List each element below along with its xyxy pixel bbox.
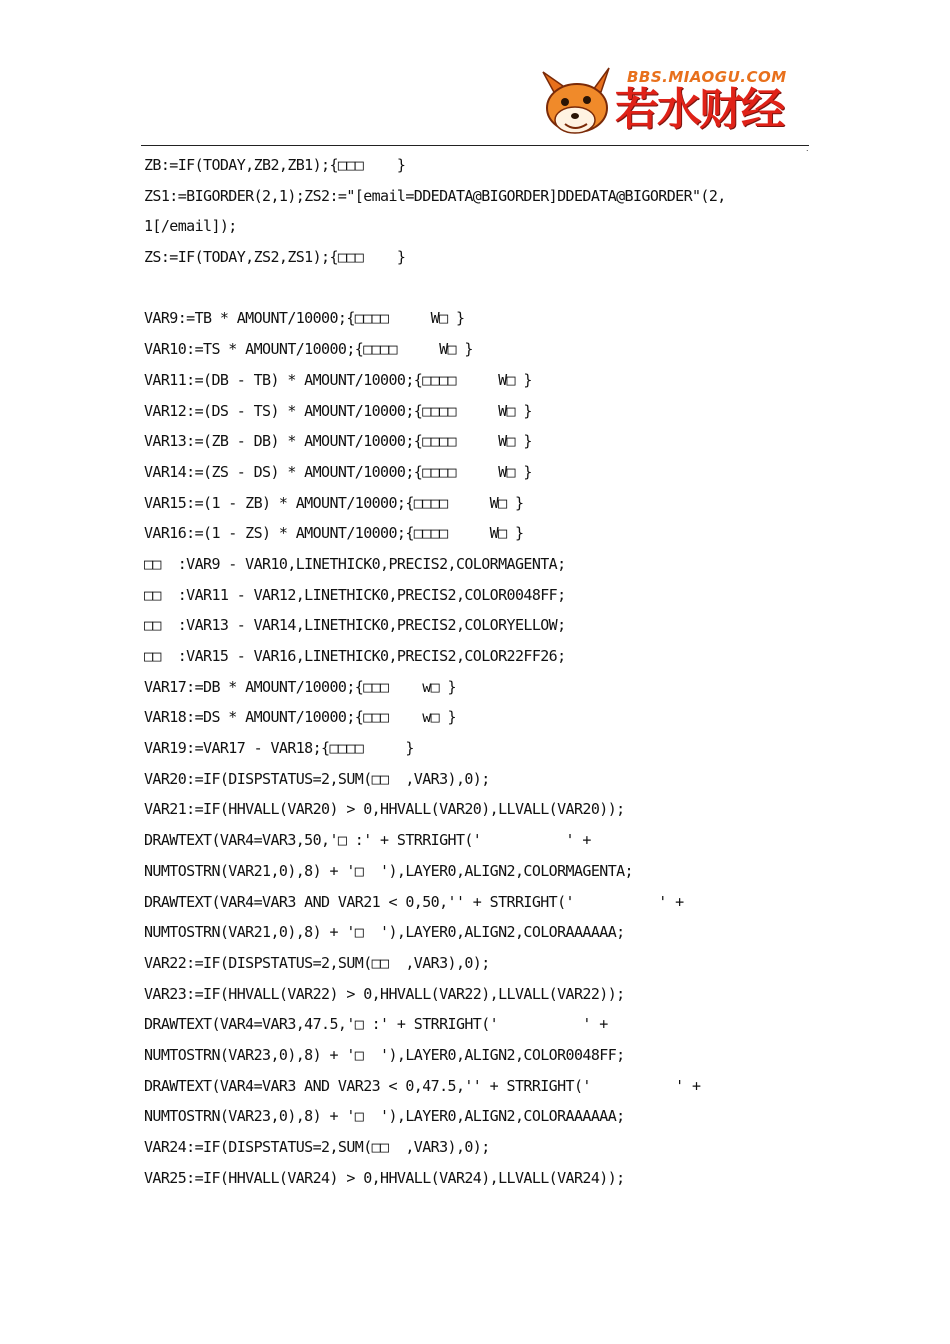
code-line: VAR21:=IF(HHVALL(VAR20) > 0,HHVALL(VAR20),LLVALL(VAR20)); <box>144 800 625 819</box>
code-line: NUMTOSTRN(VAR21,0),8) + '□ '),LAYER0,ALIGN2,COLORAAAAAA; <box>144 923 625 942</box>
code-line: VAR12:=(DS - TS) * AMOUNT/10000;{□□□□ W□ } <box>144 401 532 420</box>
code-line: □□ :VAR13 - VAR14,LINETHICK0,PRECIS2,COLORYELLOW; <box>144 616 566 635</box>
divider-end-mark: . <box>806 143 809 153</box>
code-line: □□ :VAR11 - VAR12,LINETHICK0,PRECIS2,COLOR0048FF; <box>144 585 566 604</box>
code-line: DRAWTEXT(VAR4=VAR3,47.5,'□ :' + STRRIGHT(' ' + <box>144 1015 608 1034</box>
code-line <box>144 273 824 304</box>
code-line: ZB:=IF(TODAY,ZB2,ZB1);{□□□ } <box>144 156 406 174</box>
code-line: DRAWTEXT(VAR4=VAR3 AND VAR21 < 0,50,'' + STRRIGHT(' ' + <box>144 892 684 911</box>
code-line: VAR9:=TB * AMOUNT/10000;{□□□□ W□ } <box>144 309 465 328</box>
header-divider <box>141 145 809 146</box>
code-line: NUMTOSTRN(VAR23,0),8) + '□ '),LAYER0,ALIGN2,COLOR0048FF; <box>144 1045 625 1064</box>
code-line: VAR11:=(DB - TB) * AMOUNT/10000;{□□□□ W□ } <box>144 370 532 389</box>
code-line: VAR18:=DS * AMOUNT/10000;{□□□ w□ } <box>144 708 456 727</box>
code-line: VAR19:=VAR17 - VAR18;{□□□□ } <box>144 739 414 758</box>
site-logo <box>535 62 805 144</box>
code-line: DRAWTEXT(VAR4=VAR3,50,'□ :' + STRRIGHT(' ' + <box>144 831 591 850</box>
code-line: ZS1:=BIGORDER(2,1);ZS2:="[email=DDEDATA@BIGORDER]DDEDATA@BIGORDER"(2, <box>144 186 726 205</box>
code-line: ZS:=IF(TODAY,ZS2,ZS1);{□□□ } <box>144 248 406 267</box>
code-line: □□ :VAR9 - VAR10,LINETHICK0,PRECIS2,COLORMAGENTA; <box>144 554 566 573</box>
code-line: DRAWTEXT(VAR4=VAR3 AND VAR23 < 0,47.5,'' + STRRIGHT(' ' + <box>144 1076 701 1095</box>
code-line: VAR22:=IF(DISPSTATUS=2,SUM(□□ ,VAR3),0); <box>144 953 490 972</box>
code-line: VAR14:=(ZS - DS) * AMOUNT/10000;{□□□□ W□ } <box>144 462 532 481</box>
code-line: NUMTOSTRN(VAR23,0),8) + '□ '),LAYER0,ALIGN2,COLORAAAAAA; <box>144 1107 625 1126</box>
code-line: VAR17:=DB * AMOUNT/10000;{□□□ w□ } <box>144 677 456 696</box>
code-line: VAR15:=(1 - ZB) * AMOUNT/10000;{□□□□ W□ } <box>144 493 524 512</box>
code-line: VAR23:=IF(HHVALL(VAR22) > 0,HHVALL(VAR22),LLVALL(VAR22)); <box>144 984 625 1003</box>
code-line: 1[/email]); <box>144 217 237 236</box>
code-line: VAR20:=IF(DISPSTATUS=2,SUM(□□ ,VAR3),0); <box>144 769 490 788</box>
formula-code-block <box>144 150 824 1193</box>
code-line: VAR25:=IF(HHVALL(VAR24) > 0,HHVALL(VAR24),LLVALL(VAR24)); <box>144 1168 625 1187</box>
logo-brand-name: 若水财经 <box>615 84 783 135</box>
code-line: VAR10:=TS * AMOUNT/10000;{□□□□ W□ } <box>144 340 473 359</box>
code-line: NUMTOSTRN(VAR21,0),8) + '□ '),LAYER0,ALIGN2,COLORMAGENTA; <box>144 861 633 880</box>
mascot-icon <box>535 64 625 144</box>
code-line: VAR16:=(1 - ZS) * AMOUNT/10000;{□□□□ W□ } <box>144 524 524 543</box>
code-line: VAR13:=(ZB - DB) * AMOUNT/10000;{□□□□ W□ } <box>144 432 532 451</box>
code-line: VAR24:=IF(DISPSTATUS=2,SUM(□□ ,VAR3),0); <box>144 1138 490 1156</box>
code-line: □□ :VAR15 - VAR16,LINETHICK0,PRECIS2,COLOR22FF26; <box>144 647 566 665</box>
logo-url-text: BBS.MIAOGU.COM <box>627 68 787 86</box>
